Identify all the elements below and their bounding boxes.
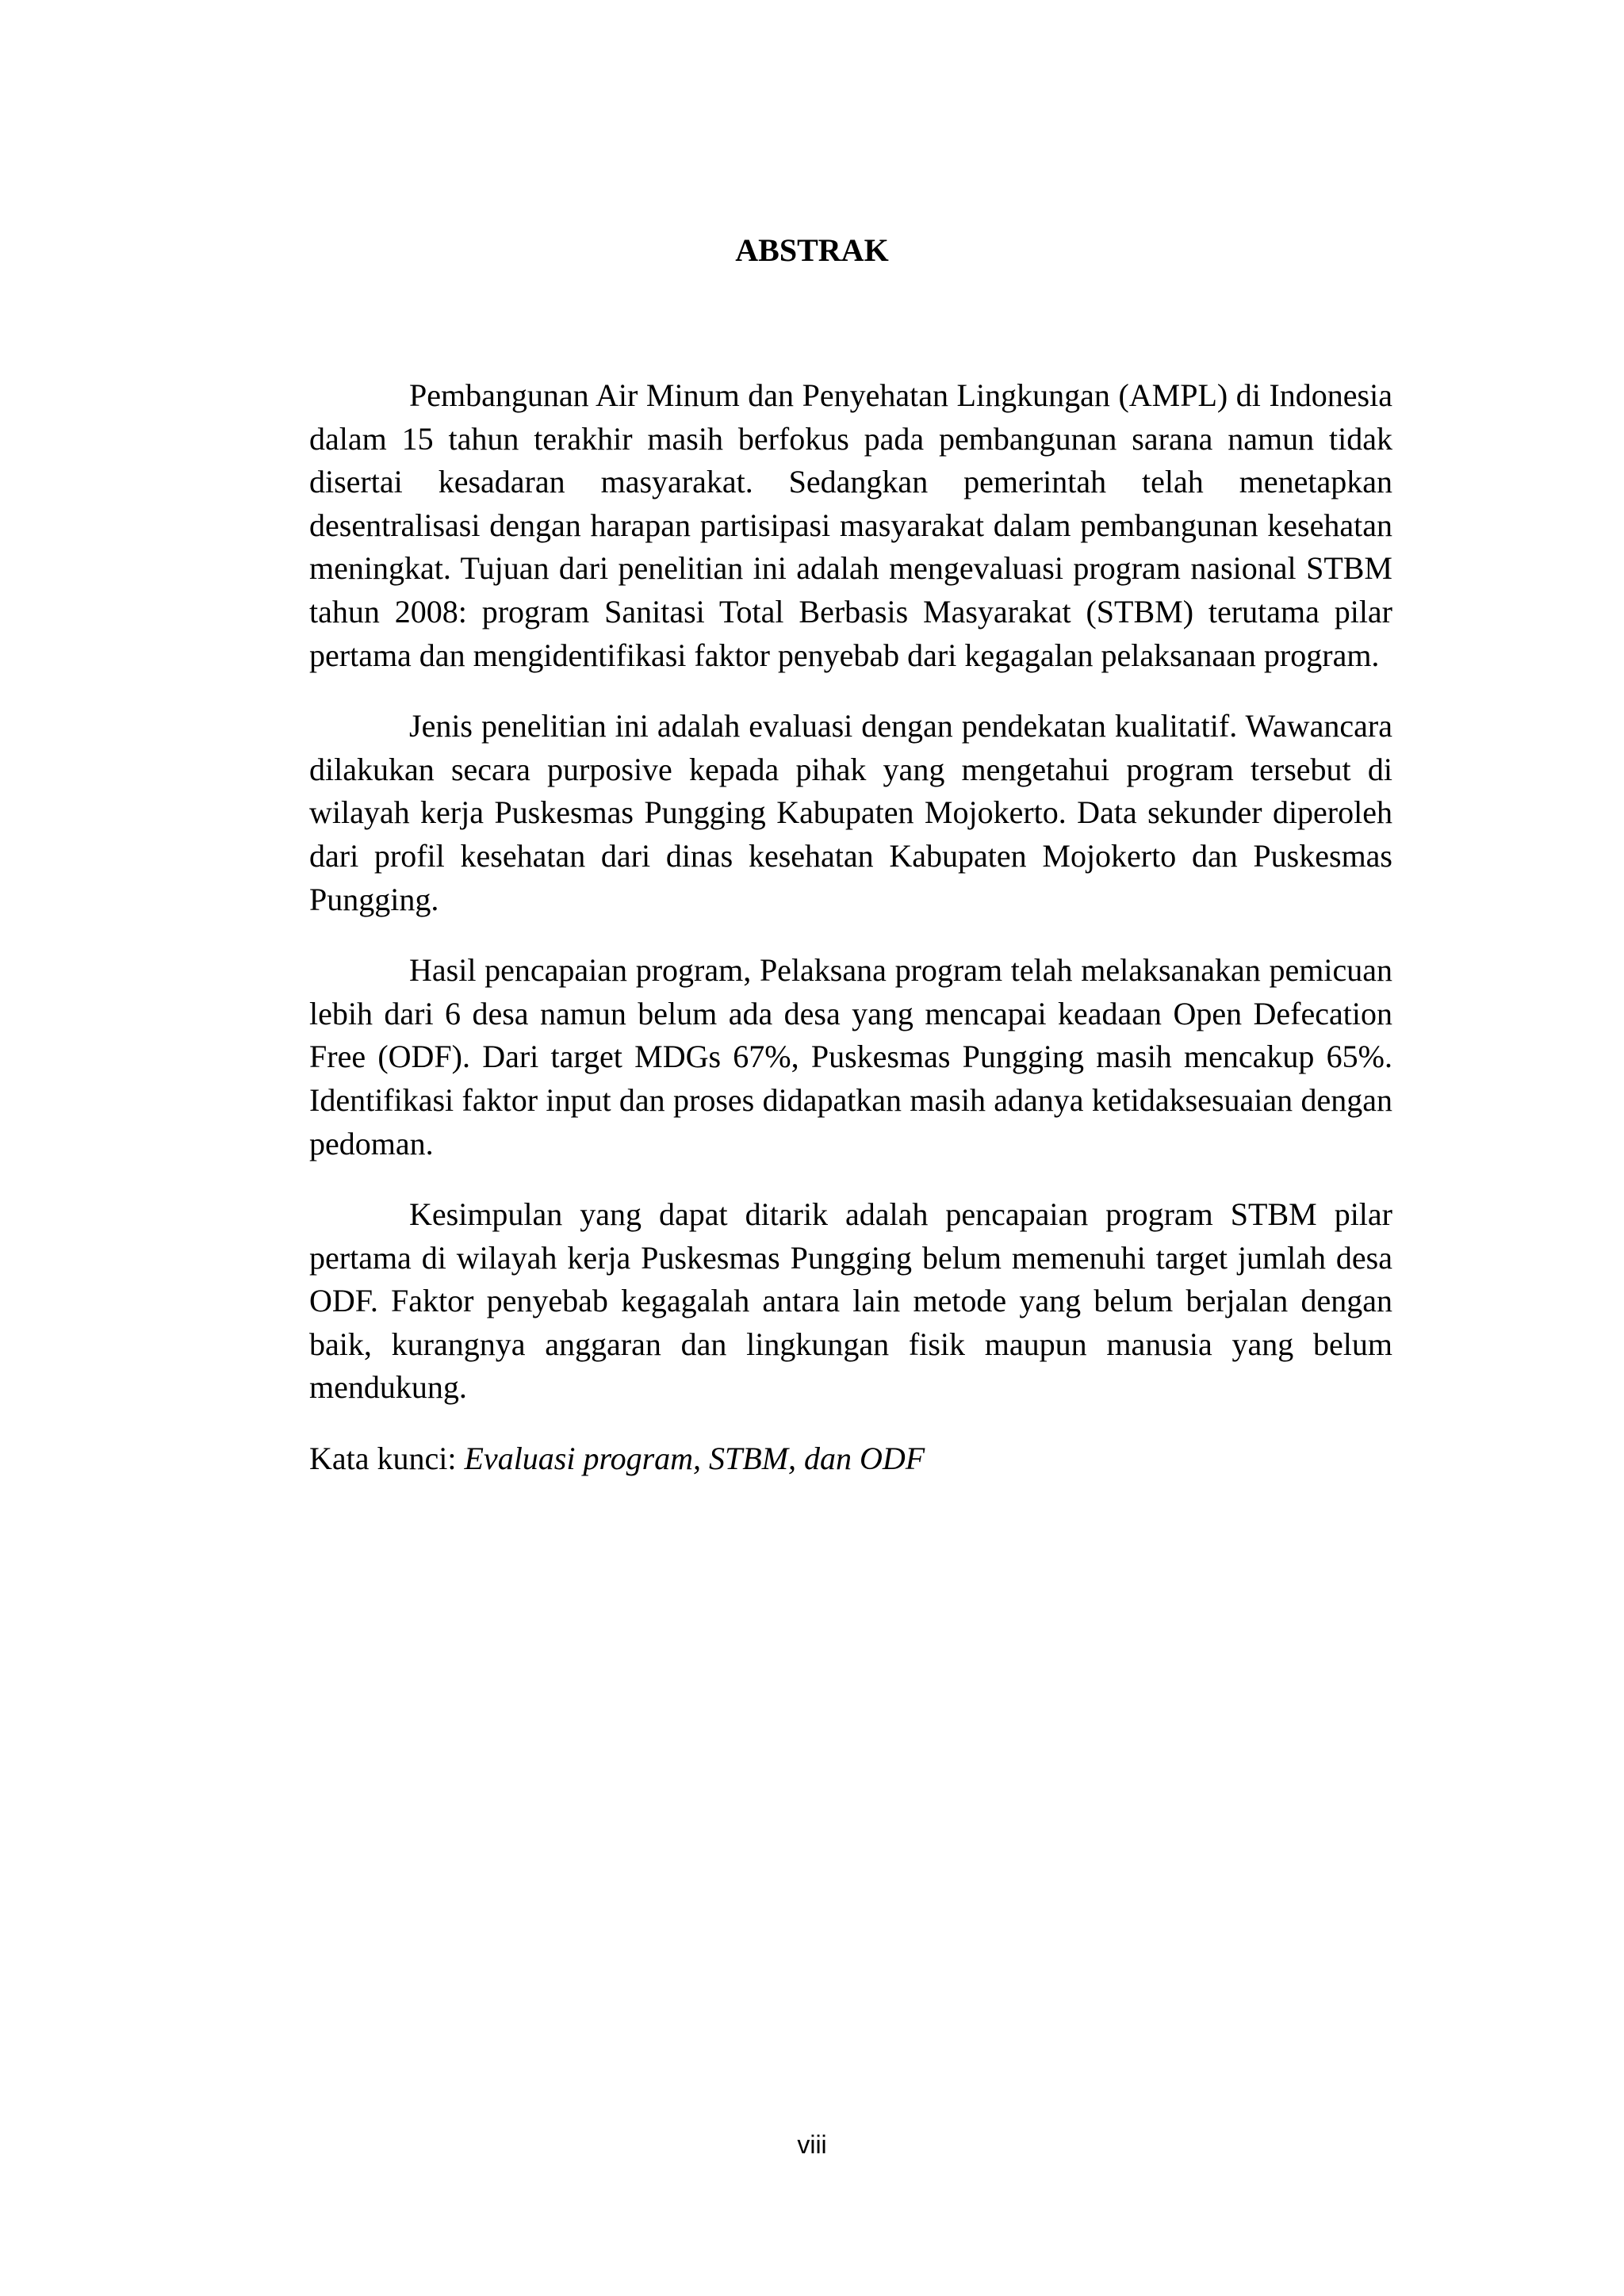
keywords-value: Evaluasi program, STBM, dan ODF	[464, 1441, 925, 1477]
keywords-line	[309, 1437, 1392, 1481]
abstract-paragraph-1: Pembangunan Air Minum dan Penyehatan Lingkungan (AMPL) di Indonesia dalam 15 tahun terakhir masih berfokus pada pembangunan sarana namun tidak disertai kesadaran masyarakat. Sedangkan pemerintah telah menetapkan desentralisasi dengan harapan partisipasi masyarakat dalam pembangunan kesehatan meningkat. Tujuan dari penelitian ini adalah mengevaluasi program nasional STBM tahun 2008: program Sanitasi Total Berbasis Masyarakat (STBM) terutama pilar pertama dan mengidentifikasi faktor penyebab dari kegagalan pelaksanaan program.	[309, 377, 1392, 673]
abstract-paragraph-4: Kesimpulan yang dapat ditarik adalah pencapaian program STBM pilar pertama di wilayah kerja Puskesmas Pungging belum memenuhi target jumlah desa ODF. Faktor penyebab kegagalah antara lain metode yang belum berjalan dengan baik, kurangnya anggaran dan lingkungan fisik maupun manusia yang belum mendukung.	[309, 1196, 1392, 1406]
abstract-paragraph-2: Jenis penelitian ini adalah evaluasi dengan pendekatan kualitatif. Wawancara dilakukan secara purposive kepada pihak yang mengetahui program tersebut di wilayah kerja Puskesmas Pungging Kabupaten Mojokerto. Data sekunder diperoleh dari profil kesehatan dari dinas kesehatan Kabupaten Mojokerto dan Puskesmas Pungging.	[309, 708, 1392, 917]
abstract-paragraph-3: Hasil pencapaian program, Pelaksana program telah melaksanakan pemicuan lebih dari 6 desa namun belum ada desa yang mencapai keadaan Open Defecation Free (ODF). Dari target MDGs 67%, Puskesmas Pungging masih mencakup 65%. Identifikasi faktor input dan proses didapatkan masih adanya ketidaksesuaian dengan pedoman.	[309, 952, 1392, 1161]
abstract-body	[309, 374, 1392, 1481]
page-title: ABSTRAK	[735, 232, 889, 268]
page-number: viii	[797, 2130, 827, 2159]
keywords-label: Kata kunci:	[309, 1441, 465, 1477]
